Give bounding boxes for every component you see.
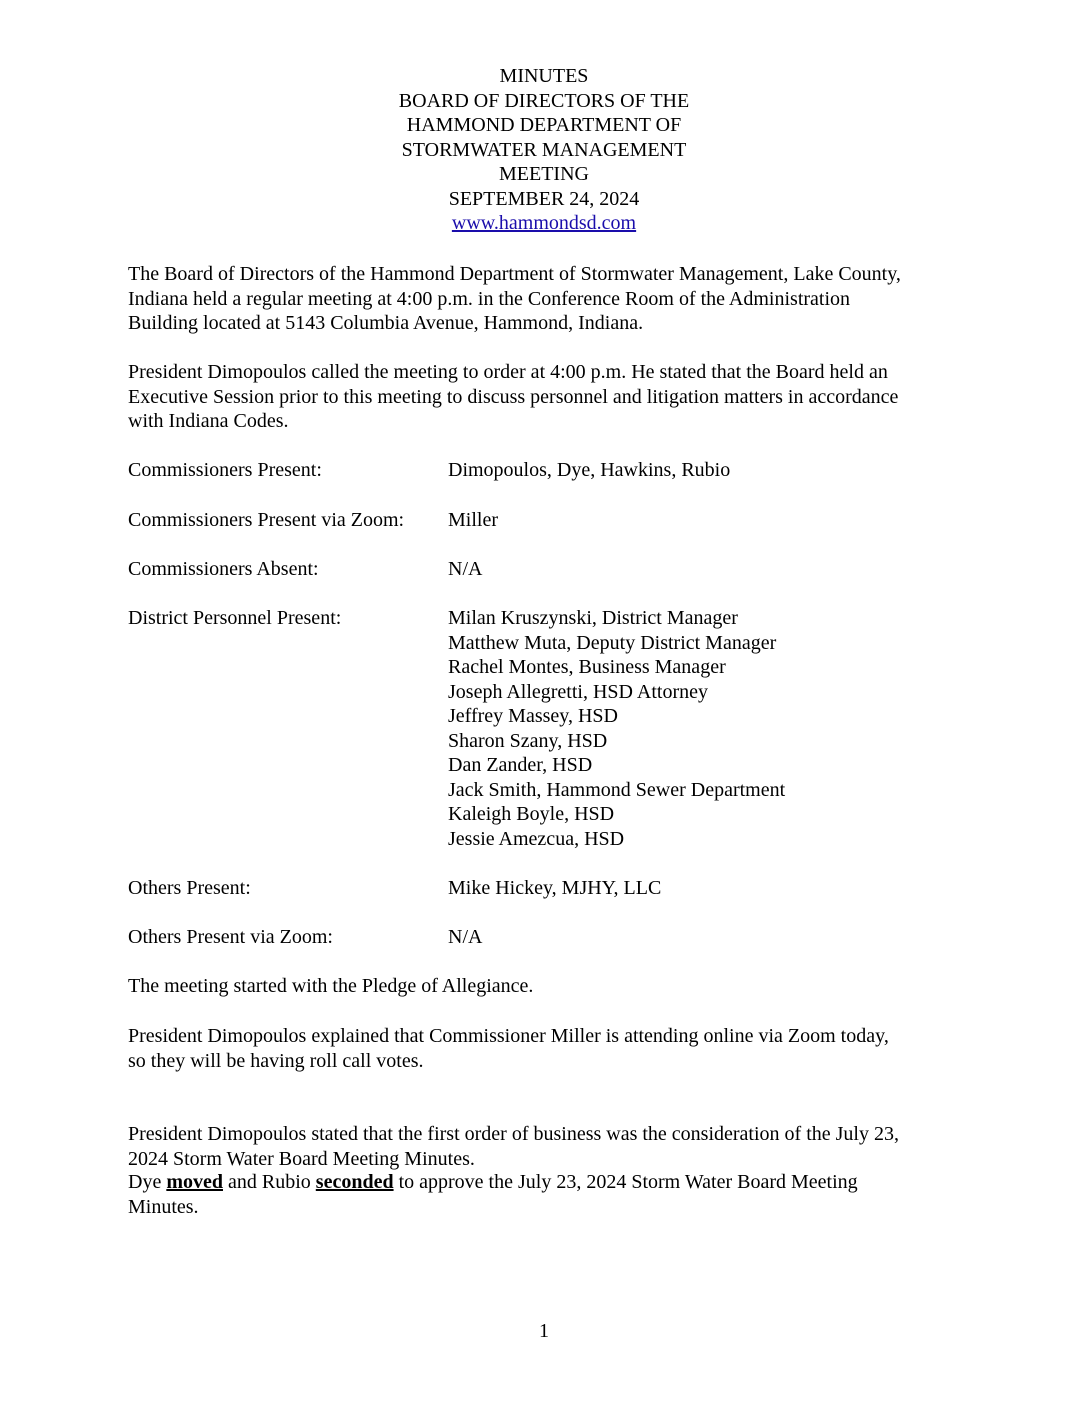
motion-and: and Rubio — [228, 1171, 311, 1193]
zoom-note-line: so they will be having roll call votes. — [128, 1049, 424, 1072]
zoom-note-line: President Dimopoulos explained that Commissioner Miller is attending online via Zoom today, — [128, 1025, 889, 1047]
call-to-order-line: President Dimopoulos called the meeting to order at 4:00 p.m. He stated that the Board held an — [128, 361, 888, 383]
motion-paragraph — [128, 1170, 978, 1219]
personnel-item: Jeffrey Massey, HSD — [448, 705, 618, 727]
first-business-paragraph — [128, 1122, 978, 1171]
personnel-item: Joseph Allegretti, HSD Attorney — [448, 680, 708, 703]
intro-paragraph — [128, 262, 978, 336]
website-link[interactable]: www.hammondsd.com — [451, 212, 637, 234]
others-present-label: Others Present: — [128, 877, 251, 899]
meeting-date: SEPTEMBER 24, 2024 — [448, 187, 640, 210]
intro-line: The Board of Directors of the Hammond Department of Stormwater Management, Lake County, — [128, 263, 901, 285]
motion-line: Minutes. — [128, 1195, 199, 1218]
personnel-item: Milan Kruszynski, District Manager — [448, 607, 738, 629]
pledge-paragraph: The meeting started with the Pledge of Allegiance. — [128, 975, 534, 997]
header-line-stormwater: STORMWATER MANAGEMENT — [401, 138, 687, 161]
commissioners-zoom-label: Commissioners Present via Zoom: — [128, 509, 405, 531]
motion-rest: to approve the July 23, 2024 Storm Water Board Meeting — [398, 1171, 858, 1193]
others-zoom-value: N/A — [448, 926, 483, 948]
commissioners-present-value: Dimopoulos, Dye, Hawkins, Rubio — [448, 459, 731, 481]
personnel-item: Jack Smith, Hammond Sewer Department — [448, 778, 786, 801]
commissioners-absent-label: Commissioners Absent: — [128, 558, 319, 580]
commissioners-zoom-value: Miller — [448, 509, 498, 531]
motion-moved: moved — [166, 1171, 223, 1193]
commissioners-present-label: Commissioners Present: — [128, 459, 322, 481]
motion-mover: Dye — [128, 1171, 162, 1193]
personnel-item: Kaleigh Boyle, HSD — [448, 803, 615, 825]
intro-line: Indiana held a regular meeting at 4:00 p.m. in the Conference Room of the Administration — [128, 287, 851, 310]
personnel-list — [448, 606, 785, 851]
personnel-item: Sharon Szany, HSD — [448, 729, 608, 752]
personnel-item: Dan Zander, HSD — [448, 754, 593, 776]
others-present-value: Mike Hickey, MJHY, LLC — [448, 877, 662, 899]
zoom-note-paragraph — [128, 1024, 978, 1073]
motion-line — [128, 1170, 978, 1195]
call-to-order-paragraph — [128, 360, 978, 434]
others-zoom-label: Others Present via Zoom: — [128, 926, 333, 948]
header-line-board: BOARD OF DIRECTORS OF THE — [398, 89, 690, 112]
personnel-item: Rachel Montes, Business Manager — [448, 656, 726, 678]
first-business-line: President Dimopoulos stated that the first order of business was the consideration of the July 23, — [128, 1123, 899, 1145]
header-line-meeting: MEETING — [499, 163, 589, 185]
document-header — [0, 64, 1088, 236]
personnel-label: District Personnel Present: — [128, 607, 342, 629]
intro-line: Building located at 5143 Columbia Avenue, Hammond, Indiana. — [128, 312, 644, 334]
commissioners-absent-value: N/A — [448, 558, 483, 580]
page-number: 1 — [539, 1320, 549, 1342]
header-line-department: HAMMOND DEPARTMENT OF — [406, 114, 682, 136]
call-to-order-line: with Indiana Codes. — [128, 410, 289, 432]
first-business-line: 2024 Storm Water Board Meeting Minutes. — [128, 1147, 475, 1170]
personnel-item: Matthew Muta, Deputy District Manager — [448, 631, 777, 654]
motion-seconded: seconded — [315, 1171, 394, 1193]
call-to-order-line: Executive Session prior to this meeting to discuss personnel and litigation matters in accordance — [128, 385, 899, 408]
personnel-item: Jessie Amezcua, HSD — [448, 827, 625, 850]
header-title: MINUTES — [499, 65, 589, 87]
